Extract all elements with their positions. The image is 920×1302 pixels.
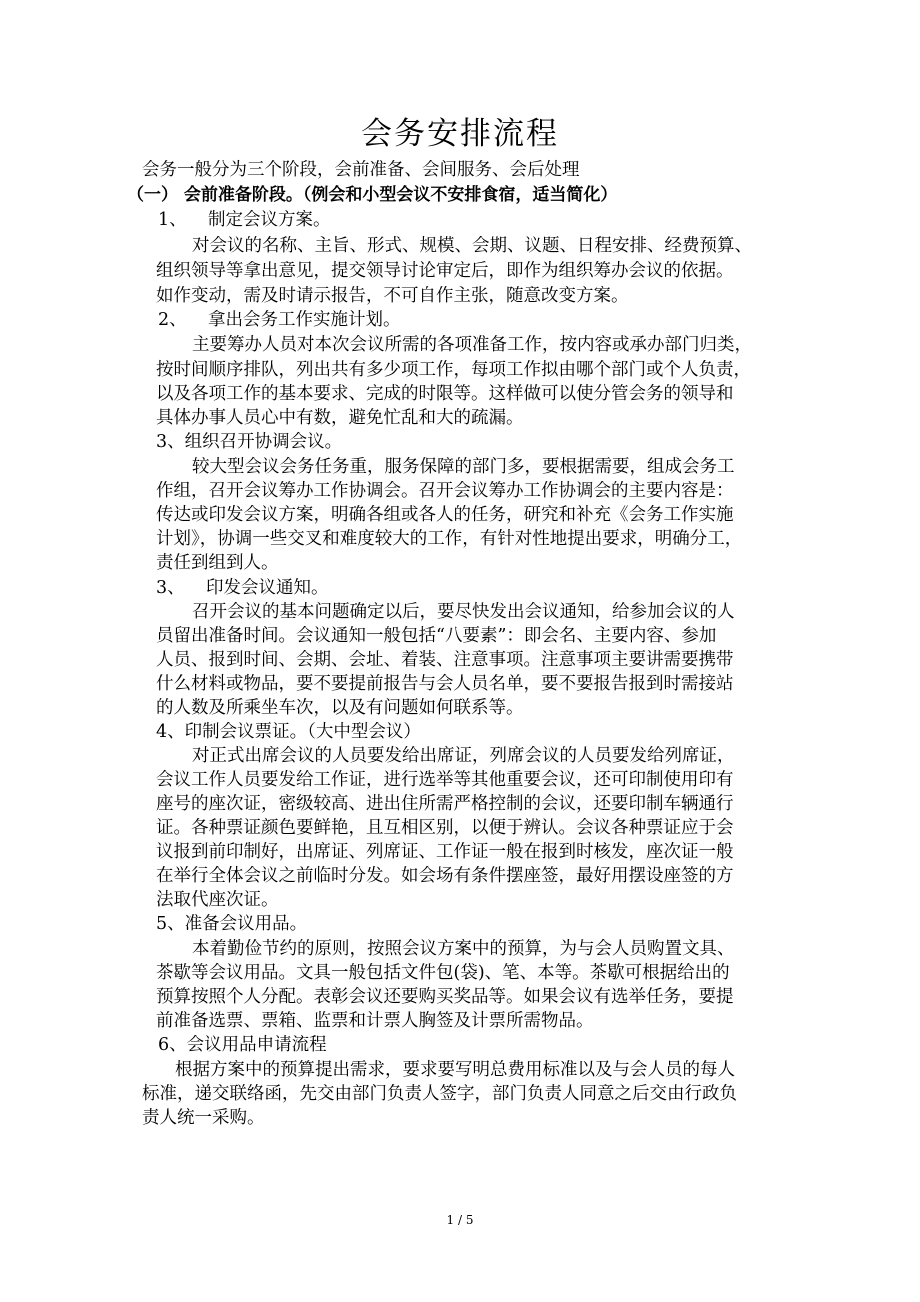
paragraph-line: 如作变动，需及时请示报告，不可自作主张，随意改变方案。 (156, 286, 629, 306)
paragraph-line: 在举行全体会议之前临时分发。如会场有条件摆座签，最好用摆设座签的方 (156, 866, 734, 886)
paragraph-line: 责任到组到人。 (156, 553, 279, 573)
paragraph-line: 前准备选票、票箱、监票和计票人胸签及计票所需物品。 (156, 1011, 594, 1031)
page-number: 1 / 5 (446, 1213, 474, 1227)
paragraph-line: 根据方案中的预算提出需求，要求要写明总费用标准以及与会人员的每人 (175, 1060, 735, 1080)
paragraph-line: 主要筹办人员对本次会议所需的各项准备工作，按内容或承办部门归类， (192, 335, 752, 355)
paragraph-line: 召开会议的基本问题确定以后，要尽快发出会议通知，给参加会议的人 (192, 602, 735, 622)
item-heading (158, 208, 331, 232)
page-title: 会务安排流程 (361, 116, 559, 152)
paragraph-line: 茶歇等会议用品。文具一般包括文件包(袋)、笔、本等。茶歇可根据给出的 (156, 963, 730, 983)
paragraph-line: 作组，召开会议筹办工作协调会。召开会议筹办工作协调会的主要内容是： (156, 481, 734, 501)
paragraph-line: 计划》，协调一些交叉和难度较大的工作，有针对性地提出要求，明确分工， (156, 529, 743, 549)
item-number: 2、 (158, 310, 187, 330)
item-heading: 5、准备会议用品。 (156, 914, 308, 934)
paragraph-line: 按时间顺序排队，列出共有多少项工作，每项工作拟由哪个部门或个人负责， (156, 360, 751, 380)
paragraph-line: 本着勤俭节约的原则，按照会议方案中的预算，为与会人员购置文具、 (192, 939, 735, 959)
paragraph-line: 组织领导等拿出意见，提交领导讨论审定后，即作为组织筹办会议的依据。 (156, 261, 734, 281)
item-title: 制定会议方案。 (208, 210, 331, 230)
intro-text: 会务一般分为三个阶段，会前准备、会间服务、会后处理 (142, 160, 580, 180)
item-number: 3、 (156, 578, 185, 598)
item-number: 1、 (158, 210, 187, 230)
paragraph-line: 对会议的名称、主旨、形式、规模、会期、议题、日程安排、经费预算、 (192, 236, 752, 256)
paragraph-line: 座号的座次证，密级较高、进出住所需严格控制的会议，还要印制车辆通行 (156, 794, 734, 814)
item-heading (158, 308, 401, 332)
paragraph-line: 较大型会议会务任务重，服务保障的部门多，要根据需要，组成会务工 (192, 457, 735, 477)
paragraph-line: 会议工作人员要发给工作证，进行选举等其他重要会议，还可印制使用印有 (156, 770, 734, 790)
paragraph-line: 议报到前印制好，出席证、列席证、工作证一般在报到时核发，座次证一般 (156, 842, 734, 862)
paragraph-line: 法取代座次证。 (156, 890, 279, 910)
paragraph-line: 预算按照个人分配。表彰会议还要购买奖品等。如果会议有选举任务，要提 (156, 987, 734, 1007)
section-heading: （一） 会前准备阶段。（例会和小型会议不安排食宿，适当简化） (127, 185, 618, 205)
paragraph-line: 标准，递交联络函，先交由部门负责人签字，部门负责人同意之后交由行政负 (142, 1084, 737, 1104)
paragraph-line: 证。各种票证颜色要鲜艳，且互相区别，以便于辨认。会议各种票证应于会 (156, 818, 734, 838)
item-heading: 3、组织召开协调会议。 (156, 432, 343, 452)
item-title: 印发会议通知。 (206, 578, 329, 598)
item-heading: 4、印制会议票证。（大中型会议） (156, 722, 421, 742)
item-title: 拿出会务工作实施计划。 (208, 310, 401, 330)
paragraph-line: 的人数及所乘坐车次，以及有问题如何联系等。 (156, 698, 524, 718)
paragraph-line: 员留出准备时间。会议通知一般包括“八要素”：即会名、主要内容、参加 (156, 626, 717, 646)
paragraph-line: 传达或印发会议方案，明确各组或各人的任务，研究和补充《会务工作实施 (156, 505, 734, 525)
item-heading (156, 576, 329, 600)
paragraph-line: 以及各项工作的基本要求、完成的时限等。这样做可以使分管会务的领导和 (156, 384, 734, 404)
item-heading: 6、会议用品申请流程 (158, 1035, 327, 1055)
paragraph-line: 人员、报到时间、会期、会址、着装、注意事项。注意事项主要讲需要携带 (156, 650, 734, 670)
paragraph-line: 具体办事人员心中有数，避免忙乱和大的疏漏。 (156, 408, 524, 428)
paragraph-line: 对正式出席会议的人员要发给出席证，列席会议的人员要发给列席证， (192, 746, 735, 766)
paragraph-line: 责人统一采购。 (142, 1108, 265, 1128)
paragraph-line: 什么材料或物品，要不要提前报告与会人员名单，要不要报告报到时需接站 (156, 674, 734, 694)
